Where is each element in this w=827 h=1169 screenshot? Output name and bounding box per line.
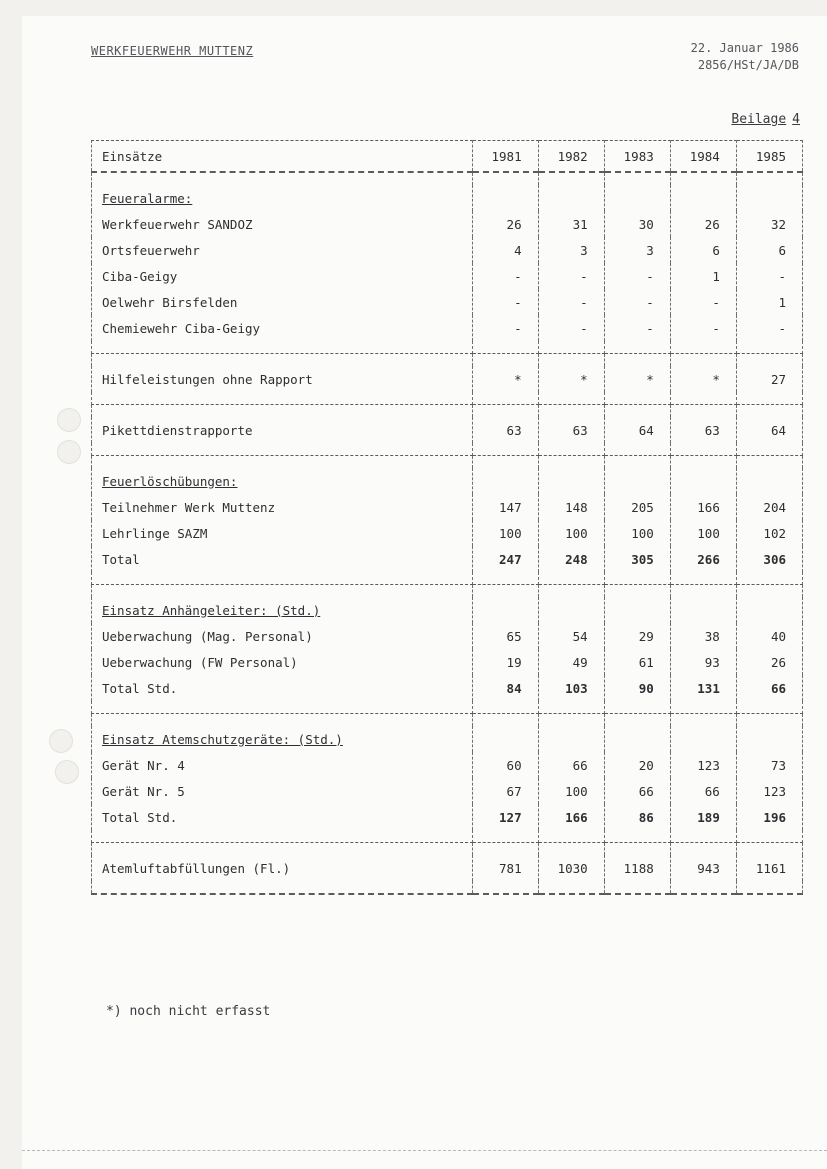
section-title-row (92, 468, 803, 494)
section-title-row (92, 597, 803, 623)
spacer-cell (472, 456, 538, 469)
value-cell: 1 (670, 263, 736, 289)
table-row (92, 289, 803, 315)
value-cell: 102 (736, 520, 802, 546)
value-cell: 40 (736, 623, 802, 649)
value-cell: 248 (538, 546, 604, 572)
spacer-cell (670, 881, 736, 894)
spacer-cell (92, 701, 473, 714)
spacer-cell (604, 392, 670, 405)
value-cell: 196 (736, 804, 802, 830)
value-cell: 943 (670, 855, 736, 881)
column-header-year: 1982 (538, 141, 604, 173)
empty-cell (604, 726, 670, 752)
value-cell: 1 (736, 289, 802, 315)
row-label: Atemluftabfüllungen (Fl.) (92, 855, 473, 881)
row-label: Ciba-Geigy (92, 263, 473, 289)
spacer-cell (472, 881, 538, 894)
column-header-year: 1985 (736, 141, 802, 173)
row-label: Gerät Nr. 5 (92, 778, 473, 804)
value-cell: 1188 (604, 855, 670, 881)
header-meta (691, 40, 799, 74)
value-cell: 29 (604, 623, 670, 649)
spacer-cell (92, 443, 473, 456)
value-cell: 64 (736, 417, 802, 443)
empty-cell (538, 185, 604, 211)
spacer-cell (472, 701, 538, 714)
section-title: Einsatz Atemschutzgeräte: (Std.) (92, 726, 473, 752)
spacer-cell (604, 843, 670, 856)
spacer-cell (538, 354, 604, 367)
value-cell: 38 (670, 623, 736, 649)
value-cell: 31 (538, 211, 604, 237)
spacer-cell (472, 714, 538, 727)
value-cell: 73 (736, 752, 802, 778)
row-label: Total (92, 546, 473, 572)
empty-cell (538, 597, 604, 623)
column-header-einsaetze: Einsätze (92, 141, 473, 173)
value-cell: - (538, 315, 604, 341)
column-header-year: 1983 (604, 141, 670, 173)
spacer-cell (604, 341, 670, 354)
row-label: Oelwehr Birsfelden (92, 289, 473, 315)
spacer-cell (604, 172, 670, 185)
value-cell: 127 (472, 804, 538, 830)
value-cell: 26 (670, 211, 736, 237)
value-cell: 90 (604, 675, 670, 701)
spacer-cell (736, 714, 802, 727)
value-cell: 100 (670, 520, 736, 546)
value-cell: 4 (472, 237, 538, 263)
row-label: Chemiewehr Ciba-Geigy (92, 315, 473, 341)
value-cell: 26 (736, 649, 802, 675)
spacer-cell (736, 881, 802, 894)
value-cell: - (670, 315, 736, 341)
spacer-cell (736, 843, 802, 856)
table-row (92, 623, 803, 649)
spacer-row (92, 341, 803, 354)
spacer-cell (670, 701, 736, 714)
value-cell: 189 (670, 804, 736, 830)
table-row (92, 263, 803, 289)
value-cell: 1161 (736, 855, 802, 881)
value-cell: 123 (670, 752, 736, 778)
spacer-cell (670, 354, 736, 367)
value-cell: 3 (538, 237, 604, 263)
spacer-cell (604, 572, 670, 585)
attachment-word: Beilage (731, 112, 787, 127)
empty-cell (736, 468, 802, 494)
value-cell: 93 (670, 649, 736, 675)
spacer-cell (538, 830, 604, 843)
column-header-year: 1981 (472, 141, 538, 173)
punch-hole-1 (57, 408, 81, 432)
empty-cell (670, 597, 736, 623)
value-cell: 100 (538, 520, 604, 546)
empty-cell (472, 468, 538, 494)
value-cell: 306 (736, 546, 802, 572)
value-cell: 64 (604, 417, 670, 443)
spacer-cell (472, 585, 538, 598)
value-cell: 6 (736, 237, 802, 263)
spacer-cell (472, 341, 538, 354)
value-cell: * (604, 366, 670, 392)
empty-cell (736, 726, 802, 752)
value-cell: 166 (670, 494, 736, 520)
table-row (92, 855, 803, 881)
row-label: Total Std. (92, 675, 473, 701)
spacer-cell (538, 405, 604, 418)
spacer-row (92, 714, 803, 727)
value-cell: 63 (538, 417, 604, 443)
table-row (92, 237, 803, 263)
row-label: Teilnehmer Werk Muttenz (92, 494, 473, 520)
page-fold-line (22, 1150, 827, 1152)
spacer-cell (604, 830, 670, 843)
spacer-cell (92, 830, 473, 843)
spacer-cell (472, 572, 538, 585)
section-title: Einsatz Anhängeleiter: (Std.) (92, 597, 473, 623)
value-cell: - (472, 263, 538, 289)
value-cell: 100 (472, 520, 538, 546)
spacer-cell (670, 843, 736, 856)
value-cell: 204 (736, 494, 802, 520)
value-cell: 20 (604, 752, 670, 778)
value-cell: 54 (538, 623, 604, 649)
punch-hole-4 (55, 760, 79, 784)
value-cell: 100 (604, 520, 670, 546)
spacer-cell (736, 443, 802, 456)
spacer-cell (604, 354, 670, 367)
empty-cell (604, 597, 670, 623)
spacer-row (92, 354, 803, 367)
spacer-row (92, 843, 803, 856)
spacer-cell (670, 405, 736, 418)
value-cell: 86 (604, 804, 670, 830)
value-cell: * (538, 366, 604, 392)
spacer-cell (736, 456, 802, 469)
table-row (92, 520, 803, 546)
value-cell: 305 (604, 546, 670, 572)
spacer-cell (604, 443, 670, 456)
column-header-year: 1984 (670, 141, 736, 173)
spacer-row (92, 392, 803, 405)
value-cell: 27 (736, 366, 802, 392)
table-row (92, 546, 803, 572)
spacer-cell (538, 701, 604, 714)
value-cell: 131 (670, 675, 736, 701)
spacer-cell (736, 341, 802, 354)
empty-cell (670, 468, 736, 494)
deployment-statistics-table (91, 140, 803, 895)
attachment-number: 4 (792, 112, 800, 127)
table-body (92, 172, 803, 894)
value-cell: 30 (604, 211, 670, 237)
spacer-cell (670, 392, 736, 405)
spacer-row (92, 572, 803, 585)
value-cell: 66 (670, 778, 736, 804)
value-cell: 63 (472, 417, 538, 443)
spacer-cell (736, 392, 802, 405)
value-cell: - (472, 315, 538, 341)
row-label: Ueberwachung (FW Personal) (92, 649, 473, 675)
document-date: 22. Januar 1986 (690, 41, 799, 55)
spacer-cell (604, 585, 670, 598)
value-cell: 60 (472, 752, 538, 778)
empty-cell (538, 726, 604, 752)
empty-cell (670, 726, 736, 752)
spacer-row (92, 830, 803, 843)
spacer-cell (538, 341, 604, 354)
spacer-cell (538, 392, 604, 405)
empty-cell (736, 185, 802, 211)
value-cell: 32 (736, 211, 802, 237)
value-cell: 49 (538, 649, 604, 675)
spacer-cell (92, 456, 473, 469)
spacer-cell (92, 341, 473, 354)
row-label: Ueberwachung (Mag. Personal) (92, 623, 473, 649)
value-cell: * (472, 366, 538, 392)
spacer-cell (670, 172, 736, 185)
row-label: Hilfeleistungen ohne Rapport (92, 366, 473, 392)
table-row (92, 211, 803, 237)
value-cell: - (736, 315, 802, 341)
spacer-cell (472, 843, 538, 856)
value-cell: - (538, 289, 604, 315)
value-cell: 205 (604, 494, 670, 520)
table-row (92, 649, 803, 675)
spacer-cell (604, 456, 670, 469)
punch-hole-2 (57, 440, 81, 464)
value-cell: - (538, 263, 604, 289)
spacer-cell (670, 714, 736, 727)
spacer-cell (472, 392, 538, 405)
spacer-cell (472, 830, 538, 843)
table-row (92, 417, 803, 443)
spacer-cell (538, 585, 604, 598)
spacer-cell (736, 405, 802, 418)
spacer-cell (604, 701, 670, 714)
value-cell: - (604, 289, 670, 315)
table-row (92, 366, 803, 392)
spacer-cell (736, 172, 802, 185)
value-cell: 266 (670, 546, 736, 572)
spacer-cell (92, 585, 473, 598)
spacer-cell (670, 456, 736, 469)
spacer-cell (92, 405, 473, 418)
table-row (92, 778, 803, 804)
organization-name: WERKFEUERWEHR MUTTENZ (91, 44, 254, 58)
spacer-cell (538, 843, 604, 856)
punch-hole-3 (49, 729, 73, 753)
spacer-cell (472, 405, 538, 418)
value-cell: 123 (736, 778, 802, 804)
value-cell: * (670, 366, 736, 392)
spacer-row (92, 456, 803, 469)
spacer-cell (472, 172, 538, 185)
value-cell: - (472, 289, 538, 315)
section-title: Feueralarme: (92, 185, 473, 211)
row-label: Ortsfeuerwehr (92, 237, 473, 263)
value-cell: 781 (472, 855, 538, 881)
value-cell: 147 (472, 494, 538, 520)
value-cell: 61 (604, 649, 670, 675)
spacer-cell (92, 354, 473, 367)
spacer-cell (92, 881, 473, 894)
spacer-cell (670, 443, 736, 456)
table-row (92, 752, 803, 778)
section-title: Feuerlöschübungen: (92, 468, 473, 494)
spacer-cell (472, 354, 538, 367)
section-title-row (92, 185, 803, 211)
spacer-cell (604, 714, 670, 727)
value-cell: 19 (472, 649, 538, 675)
footnote: *) noch nicht erfasst (106, 1004, 271, 1019)
empty-cell (670, 185, 736, 211)
spacer-row (92, 405, 803, 418)
spacer-cell (538, 572, 604, 585)
value-cell: 66 (736, 675, 802, 701)
row-label: Werkfeuerwehr SANDOZ (92, 211, 473, 237)
value-cell: - (604, 263, 670, 289)
table-row (92, 804, 803, 830)
value-cell: 166 (538, 804, 604, 830)
spacer-cell (736, 572, 802, 585)
spacer-cell (92, 714, 473, 727)
table-row (92, 675, 803, 701)
spacer-cell (92, 392, 473, 405)
spacer-cell (538, 456, 604, 469)
spacer-cell (92, 843, 473, 856)
spacer-row (92, 443, 803, 456)
spacer-cell (472, 443, 538, 456)
spacer-cell (670, 341, 736, 354)
empty-cell (538, 468, 604, 494)
value-cell: 3 (604, 237, 670, 263)
empty-cell (736, 597, 802, 623)
empty-cell (472, 597, 538, 623)
spacer-cell (538, 881, 604, 894)
spacer-row (92, 701, 803, 714)
attachment-label (731, 112, 800, 127)
value-cell: - (670, 289, 736, 315)
spacer-row (92, 172, 803, 185)
value-cell: 6 (670, 237, 736, 263)
spacer-cell (604, 405, 670, 418)
row-label: Total Std. (92, 804, 473, 830)
spacer-cell (92, 572, 473, 585)
spacer-row (92, 585, 803, 598)
table-row (92, 494, 803, 520)
spacer-cell (736, 701, 802, 714)
value-cell: - (604, 315, 670, 341)
value-cell: 66 (538, 752, 604, 778)
spacer-cell (670, 585, 736, 598)
spacer-cell (604, 881, 670, 894)
value-cell: 100 (538, 778, 604, 804)
row-label: Pikettdienstrapporte (92, 417, 473, 443)
spacer-row (92, 881, 803, 894)
spacer-cell (92, 172, 473, 185)
value-cell: 103 (538, 675, 604, 701)
spacer-cell (736, 830, 802, 843)
value-cell: 66 (604, 778, 670, 804)
document-reference: 2856/HSt/JA/DB (697, 58, 799, 72)
section-title-row (92, 726, 803, 752)
table-header-row (92, 141, 803, 173)
spacer-cell (538, 443, 604, 456)
spacer-cell (538, 172, 604, 185)
row-label: Lehrlinge SAZM (92, 520, 473, 546)
empty-cell (472, 185, 538, 211)
spacer-cell (538, 714, 604, 727)
table-row (92, 315, 803, 341)
spacer-cell (670, 830, 736, 843)
empty-cell (472, 726, 538, 752)
value-cell: 1030 (538, 855, 604, 881)
value-cell: 63 (670, 417, 736, 443)
value-cell: 148 (538, 494, 604, 520)
spacer-cell (736, 585, 802, 598)
value-cell: 26 (472, 211, 538, 237)
spacer-cell (736, 354, 802, 367)
value-cell: 247 (472, 546, 538, 572)
row-label: Gerät Nr. 4 (92, 752, 473, 778)
empty-cell (604, 185, 670, 211)
value-cell: - (736, 263, 802, 289)
spacer-cell (670, 572, 736, 585)
value-cell: 65 (472, 623, 538, 649)
value-cell: 67 (472, 778, 538, 804)
value-cell: 84 (472, 675, 538, 701)
empty-cell (604, 468, 670, 494)
